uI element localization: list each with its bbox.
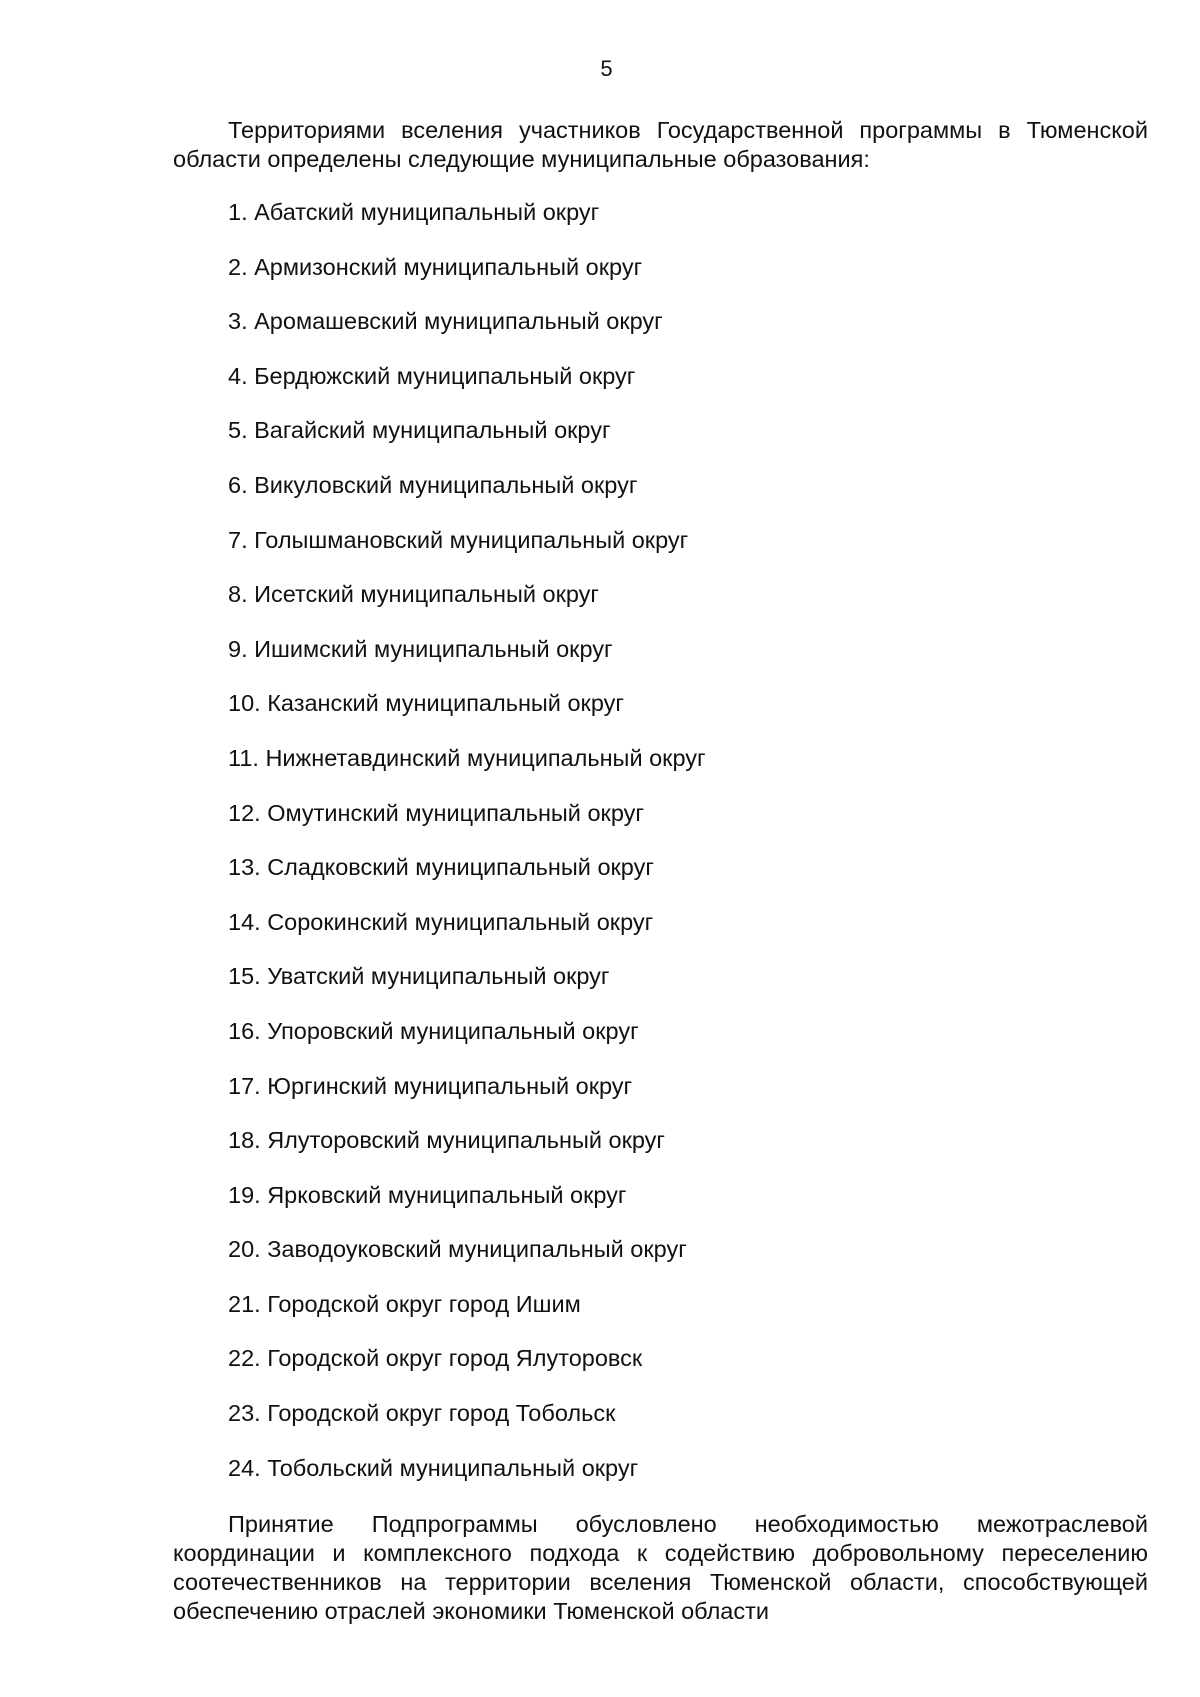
list-item: 10. Казанский муниципальный округ [228, 690, 624, 717]
list-item: 12. Омутинский муниципальный округ [228, 799, 644, 826]
list-item: 9. Ишимский муниципальный округ [228, 635, 613, 662]
list-item: 7. Голышмановский муниципальный округ [228, 526, 689, 553]
list-item: 4. Бердюжский муниципальный округ [228, 362, 636, 389]
municipality-list [228, 198, 706, 1508]
intro-paragraph: Территориями вселения участников Государственной программы в Тюменской области определены следующие муниципальные образования: [173, 117, 1148, 172]
list-item: 1. Абатский муниципальный округ [228, 199, 600, 225]
list-item: 14. Сорокинский муниципальный округ [228, 908, 654, 935]
list-item: 2. Армизонский муниципальный округ [228, 253, 643, 280]
list-item: 15. Уватский муниципальный округ [228, 963, 610, 990]
list-item: 8. Исетский муниципальный округ [228, 581, 599, 608]
closing-paragraph: Принятие Подпрограммы обусловлено необходимостью межотраслевой координации и комплексного подхода к содействию добровольному переселению соотечественников на территории вселения Тюменской области, способствующей обеспечению отраслей экономики Тюменской области [173, 1511, 1148, 1624]
list-item: 22. Городской округ город Ялуторовск [228, 1345, 643, 1372]
list-item: 6. Викуловский муниципальный округ [228, 471, 638, 498]
list-item: 5. Вагайский муниципальный округ [228, 417, 611, 444]
list-item: 17. Юргинский муниципальный округ [228, 1072, 633, 1099]
page-number: 5 [600, 56, 613, 81]
list-item: 18. Ялуторовский муниципальный округ [228, 1127, 665, 1154]
list-item: 11. Нижнетавдинский муниципальный округ [228, 744, 706, 771]
list-item: 19. Ярковский муниципальный округ [228, 1181, 627, 1208]
list-item: 23. Городской округ город Тобольск [228, 1400, 616, 1427]
list-item: 3. Аромашевский муниципальный округ [228, 308, 663, 335]
list-item: 20. Заводоуковский муниципальный округ [228, 1236, 687, 1263]
list-item: 24. Тобольский муниципальный округ [228, 1454, 639, 1481]
list-item: 21. Городской округ город Ишим [228, 1290, 581, 1317]
list-item: 16. Упоровский муниципальный округ [228, 1017, 639, 1044]
list-item: 13. Сладковский муниципальный округ [228, 854, 654, 881]
